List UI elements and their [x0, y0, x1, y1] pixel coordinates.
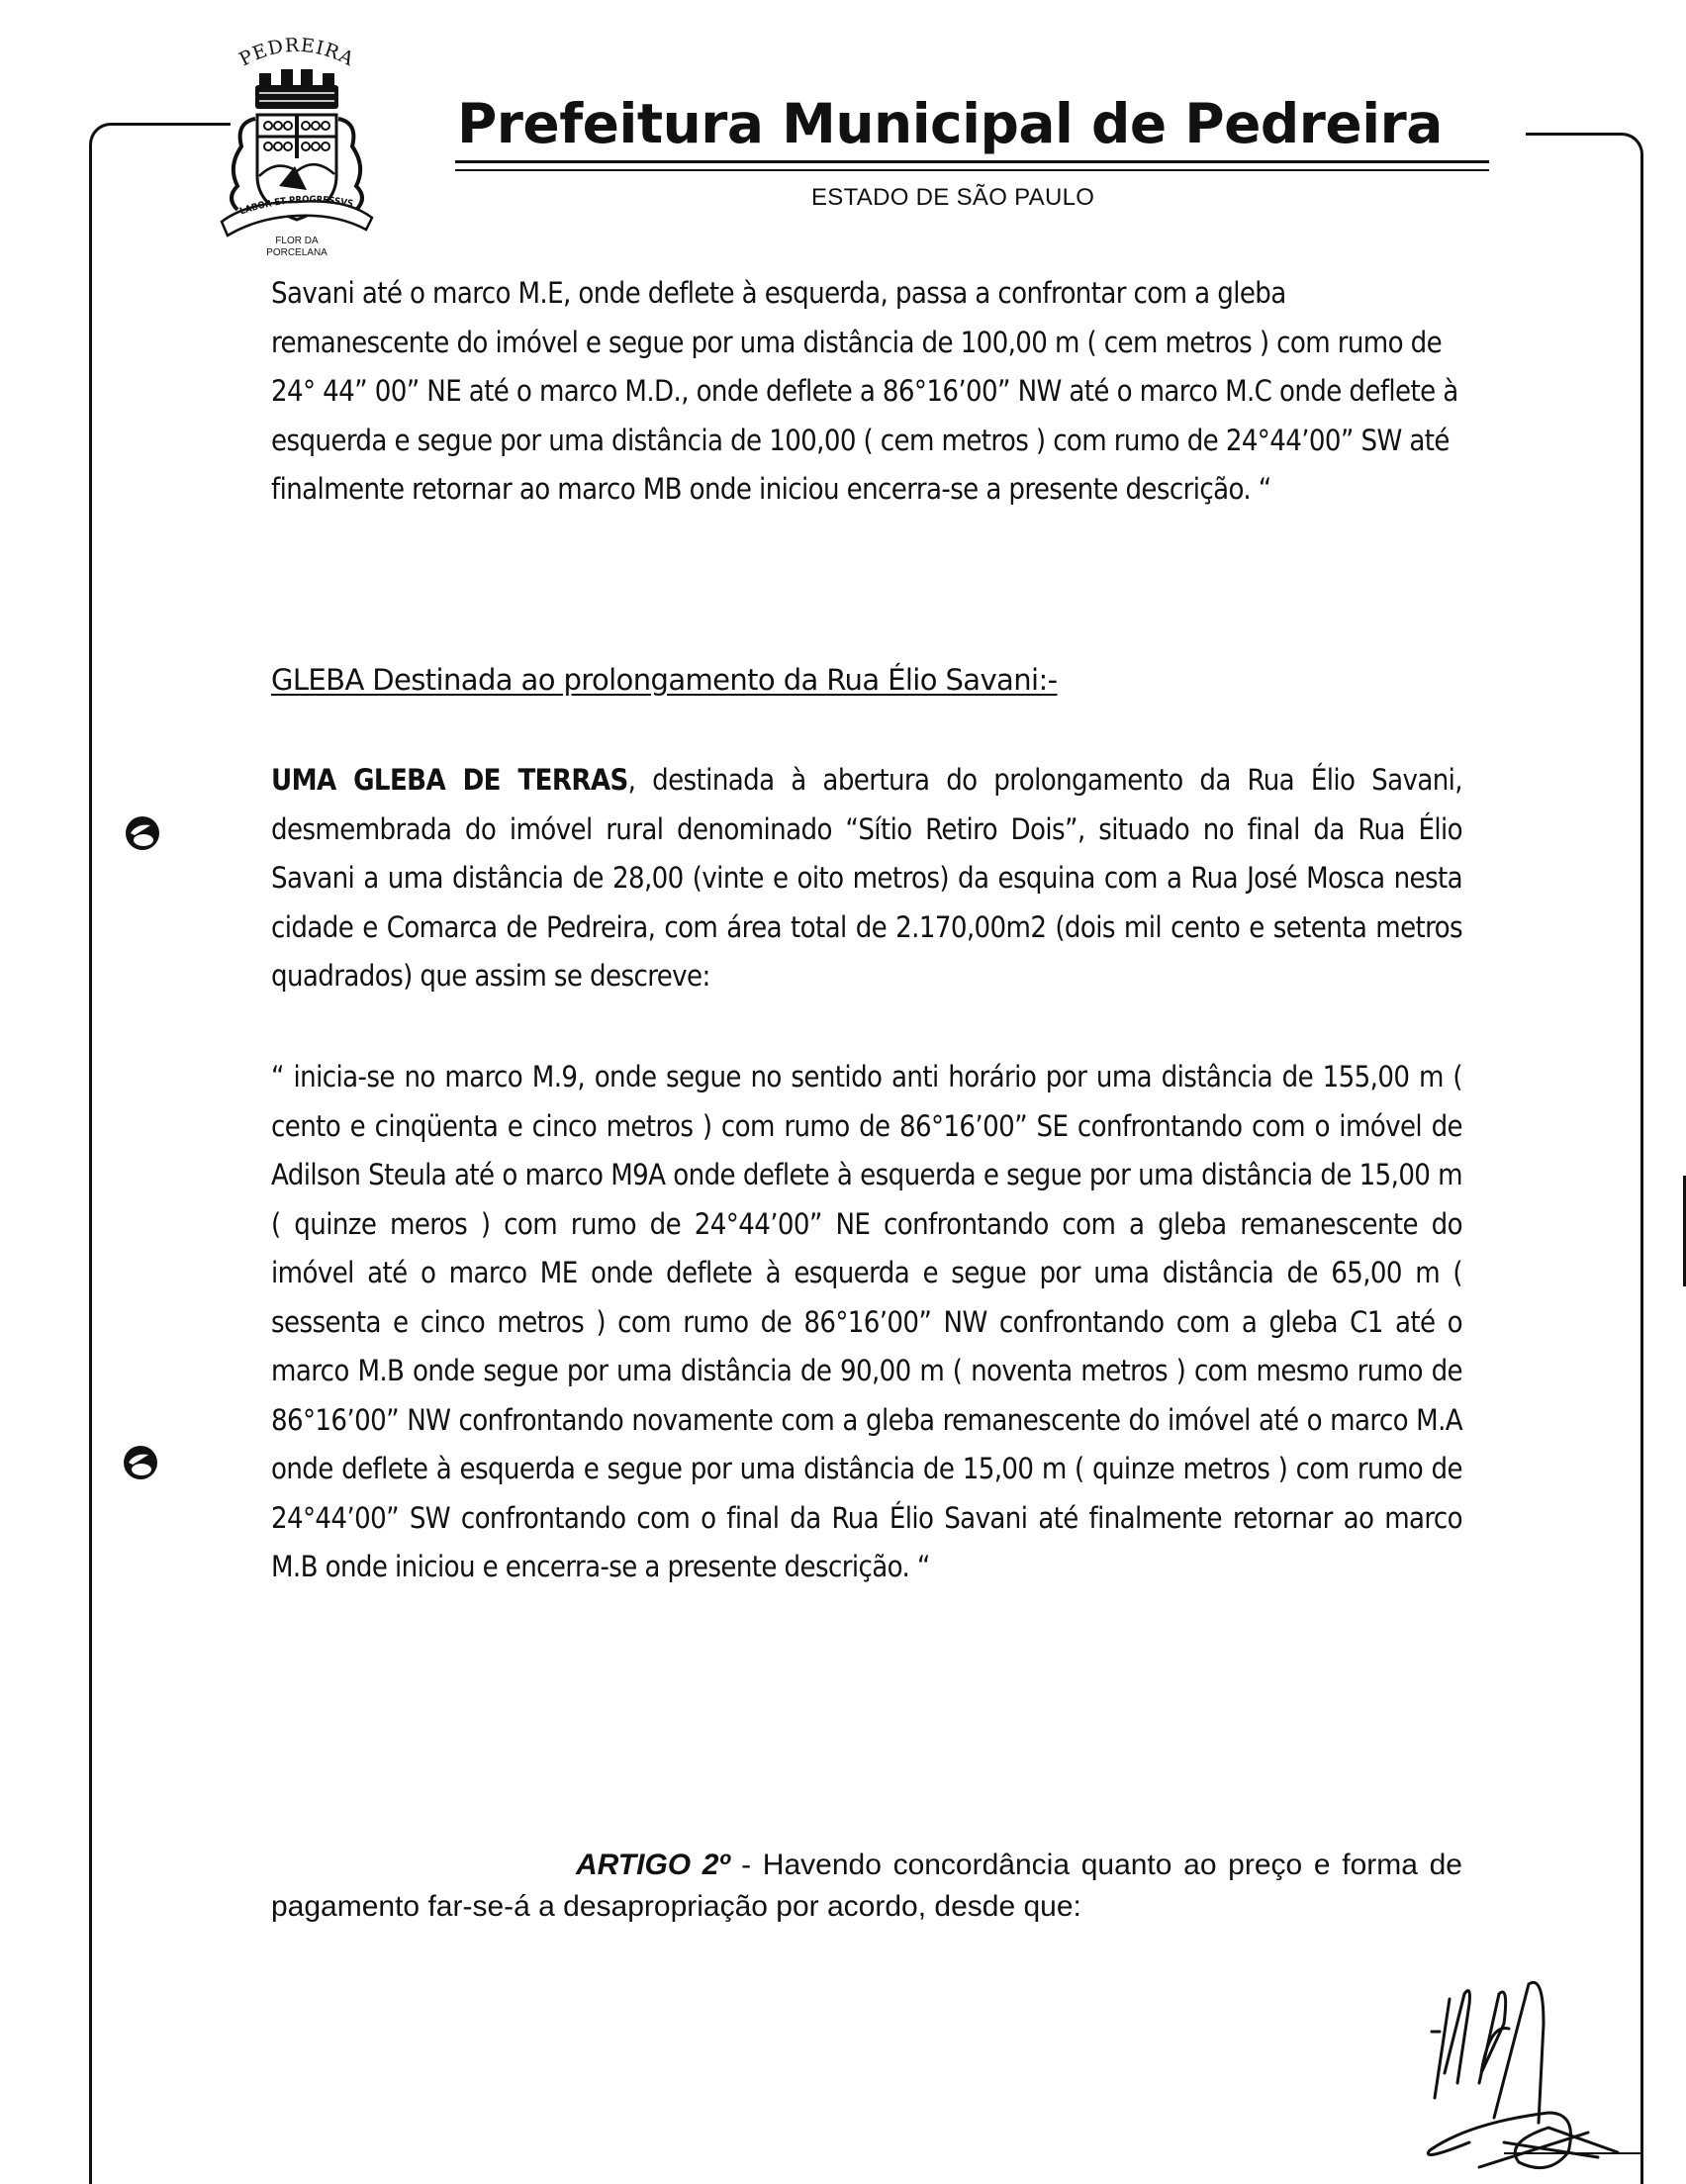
artigo-text: - Havendo concordância quanto ao preço e forma de pagamento far-se-á a desapropriação por acordo, desde que:	[271, 1849, 1462, 1923]
crest-motto: LABOR ET PROGRESSVS	[238, 194, 354, 218]
signature-line	[1504, 2152, 1642, 2154]
coat-of-arms-icon	[208, 28, 386, 257]
crest-bottom-line1: FLOR DA	[275, 236, 319, 246]
gleba-text: , destinada à abertura do prolongamento da Rua Élio Savani, desmembrada do imóvel rural denominado “Sítio Retiro Dois”, situado no final da Rua Élio Savani a uma distância de 28,00 (vinte e oito metros) da esquina com a Rua José Mosca nesta cidade e Comarca de Pedreira, com área total de 2.170,00m2 (dois mil cento e setenta metros quadrados) que assim se descreve:	[271, 763, 1462, 993]
title-underline-thick	[455, 160, 1489, 163]
continuation-paragraph: Savani até o marco M.E, onde deflete à esquerda, passa a confrontar com a gleba remanescente do imóvel e segue por uma distância de 100,00 m ( cem metros ) com rumo de 24° 44” 00” NE até o marco M.D., onde deflete a 86°16’00” NW até o marco M.C onde deflete à esquerda e segue por uma distância de 100,00 ( cem metros ) com rumo de 24°44’00” SW até finalmente retornar ao marco MB onde iniciou encerra-se a presente descrição. “	[271, 276, 1458, 506]
section-heading: GLEBA Destinada ao prolongamento da Rua Élio Savani:-	[271, 663, 1058, 697]
hole-punch-icon	[123, 813, 162, 853]
gleba-lead: UMA GLEBA DE TERRAS	[271, 763, 628, 797]
crest-top-text: PEDREIRA	[235, 34, 358, 71]
svg-text:PEDREIRA	[235, 35, 357, 71]
gleba-paragraph	[271, 756, 1462, 1001]
signature-icon	[1410, 1964, 1638, 2177]
artigo-2-paragraph	[271, 1845, 1462, 1928]
page-frame-left	[89, 123, 231, 2184]
hole-punch-icon	[121, 1443, 160, 1482]
description-paragraph: “ inicia-se no marco M.9, onde segue no sentido anti horário por uma distância de 155,00 m ( cento e cinqüenta e cinco metros ) com rumo de 86°16’00” SE confrontando com o imóvel de Adilson Steula até o marco M9A onde deflete à esquerda e segue por uma distância de 15,00 m ( quinze meros ) com rumo de 24°44’00” NE confrontando com a gleba remanescente do imóvel até o marco ME onde deflete à esquerda e segue por uma distância de 65,00 m ( sessenta e cinco metros ) com rumo de 86°16’00” NW confrontando com a gleba C1 até o marco M.B onde segue por uma distância de 90,00 m ( noventa metros ) com mesmo rumo de 86°16’00” NW confrontando novamente com a gleba remanescente do imóvel até o marco M.A onde deflete à esquerda e segue por uma distância de 15,00 m ( quinze metros ) com rumo de 24°44’00” SW confrontando com o final da Rua Élio Savani até finalmente retornar ao marco M.B onde iniciou e encerra-se a presente descrição. “	[271, 1060, 1462, 1583]
letterhead-subtitle: ESTADO DE SÃO PAULO	[811, 184, 1095, 211]
title-underline-thin	[455, 169, 1489, 171]
letterhead-title: Prefeitura Municipal de Pedreira	[457, 92, 1443, 155]
crest-bottom-line2: PORCELANA	[266, 247, 328, 257]
page-frame-right	[1526, 133, 1643, 2184]
artigo-label: ARTIGO 2º	[576, 1849, 730, 1881]
